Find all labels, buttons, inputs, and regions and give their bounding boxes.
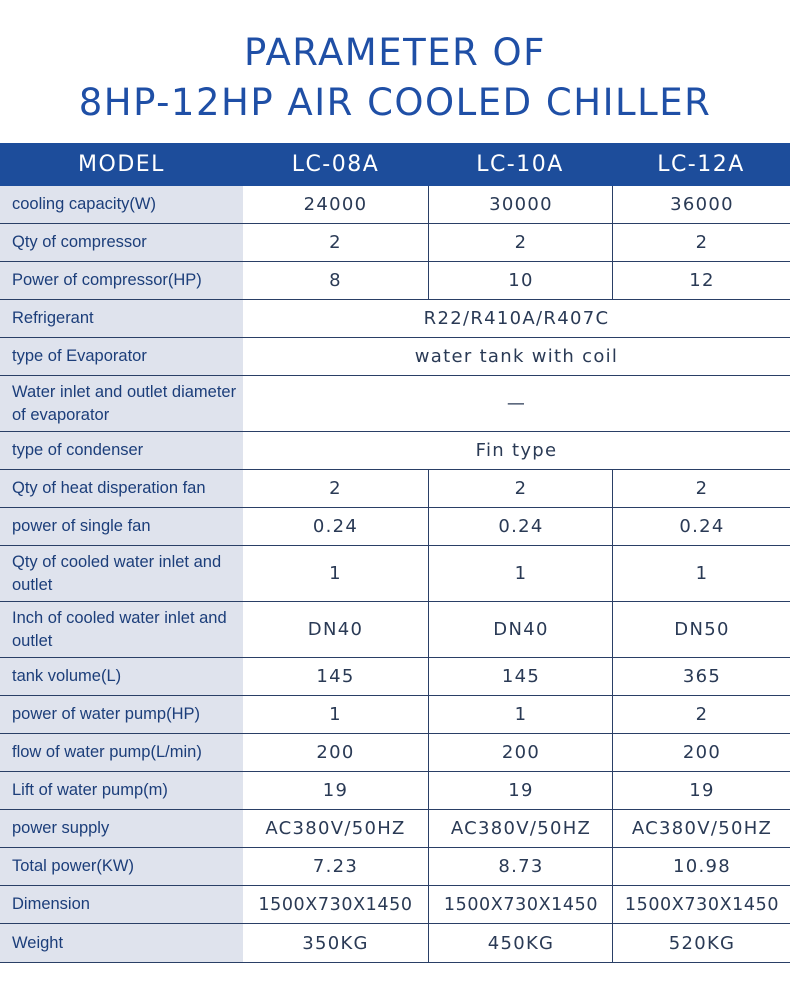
row-value-3: 1500X730X1450 — [612, 886, 790, 923]
row-value-2: DN40 — [428, 602, 613, 657]
table-row — [0, 376, 790, 432]
row-value-1: 350KG — [302, 932, 369, 954]
row-value-shared: Fin type — [475, 440, 558, 461]
row-value-1: 2 — [329, 478, 342, 499]
row-value-shared: water tank with coil — [414, 346, 619, 367]
header-model: MODEL — [78, 152, 165, 177]
row-value-3: 520KG — [612, 924, 790, 962]
row-label: Inch of cooled water inlet and outlet — [0, 602, 243, 657]
table-row — [0, 186, 790, 224]
row-value-2: AC380V/50HZ — [428, 810, 613, 847]
row-value-1: 1 — [329, 563, 342, 584]
table-row — [0, 602, 790, 658]
row-value-1: 1500X730X1450 — [258, 894, 413, 915]
row-value-2: 145 — [428, 658, 613, 695]
row-label: power of single fan — [0, 508, 243, 545]
table-row — [0, 262, 790, 300]
row-value-2: 2 — [428, 224, 613, 261]
row-value-1: 200 — [316, 742, 355, 763]
row-label: Total power(KW) — [0, 848, 243, 885]
row-value-shared: R22/R410A/R407C — [423, 308, 610, 329]
table-row — [0, 338, 790, 376]
table-row — [0, 658, 790, 696]
row-value-2: 1500X730X1450 — [428, 886, 613, 923]
row-label: type of Evaporator — [0, 338, 243, 375]
row-value-3: 200 — [612, 734, 790, 771]
table-row — [0, 772, 790, 810]
row-label: Power of compressor(HP) — [0, 262, 243, 299]
row-label: power of water pump(HP) — [0, 696, 243, 733]
table-row — [0, 924, 790, 963]
row-value-1: 8 — [329, 270, 342, 291]
row-value-1: 145 — [316, 666, 355, 687]
table-header — [0, 143, 790, 186]
row-label: Qty of cooled water inlet and outlet — [0, 546, 243, 601]
row-value-3: 12 — [612, 262, 790, 299]
row-value-3: 2 — [612, 470, 790, 507]
table-row — [0, 470, 790, 508]
table-row — [0, 432, 790, 470]
table-row — [0, 224, 790, 262]
table-row — [0, 546, 790, 602]
row-value-1: 2 — [329, 232, 342, 253]
row-label: flow of water pump(L/min) — [0, 734, 243, 771]
row-value-2: 1 — [428, 546, 613, 601]
page-title-line-2: 8HP-12HP AIR COOLED CHILLER — [78, 81, 712, 124]
row-value-3: 36000 — [612, 186, 790, 223]
row-label: Dimension — [0, 886, 243, 923]
row-value-2: 19 — [428, 772, 613, 809]
header-lc-12a: LC-12A — [657, 152, 745, 177]
table-row — [0, 508, 790, 546]
row-value-3: 2 — [612, 696, 790, 733]
row-value-1: 19 — [322, 780, 349, 801]
row-label: Water inlet and outlet diameter of evaporator — [0, 376, 243, 431]
row-value-2: 30000 — [428, 186, 613, 223]
table-row — [0, 734, 790, 772]
row-value-2: 0.24 — [428, 508, 613, 545]
row-value-2: 8.73 — [428, 848, 613, 885]
table-row — [0, 300, 790, 338]
table-row — [0, 810, 790, 848]
row-value-2: 450KG — [428, 924, 613, 962]
row-label: type of condenser — [0, 432, 243, 469]
row-value-3: 1 — [612, 546, 790, 601]
row-label: power supply — [0, 810, 243, 847]
row-value-3: 10.98 — [612, 848, 790, 885]
row-label: tank volume(L) — [0, 658, 243, 695]
header-lc-10a: LC-10A — [476, 152, 564, 177]
row-value-1: AC380V/50HZ — [265, 818, 406, 839]
row-value-3: 2 — [612, 224, 790, 261]
row-value-shared: — — [506, 393, 527, 414]
row-label: Qty of compressor — [0, 224, 243, 261]
row-value-3: 19 — [612, 772, 790, 809]
table-row — [0, 886, 790, 924]
row-label: Weight — [0, 924, 243, 962]
page-title-line-1: PARAMETER OF — [244, 31, 546, 74]
row-value-3: 365 — [612, 658, 790, 695]
row-label: cooling capacity(W) — [0, 186, 243, 223]
row-label: Refrigerant — [0, 300, 243, 337]
table-row — [0, 848, 790, 886]
row-value-2: 1 — [428, 696, 613, 733]
row-value-1: 1 — [329, 704, 342, 725]
row-value-2: 200 — [428, 734, 613, 771]
row-value-2: 2 — [428, 470, 613, 507]
header-lc-08a: LC-08A — [291, 152, 380, 177]
row-value-1: 24000 — [303, 194, 368, 215]
row-value-1: 7.23 — [312, 856, 359, 877]
row-value-1: DN40 — [307, 619, 364, 640]
row-value-1: 0.24 — [312, 516, 359, 537]
row-value-3: DN50 — [612, 602, 790, 657]
row-value-3: 0.24 — [612, 508, 790, 545]
row-label: Lift of water pump(m) — [0, 772, 243, 809]
row-label: Qty of heat disperation fan — [0, 470, 243, 507]
table-row — [0, 696, 790, 734]
row-value-3: AC380V/50HZ — [612, 810, 790, 847]
row-value-2: 10 — [428, 262, 613, 299]
